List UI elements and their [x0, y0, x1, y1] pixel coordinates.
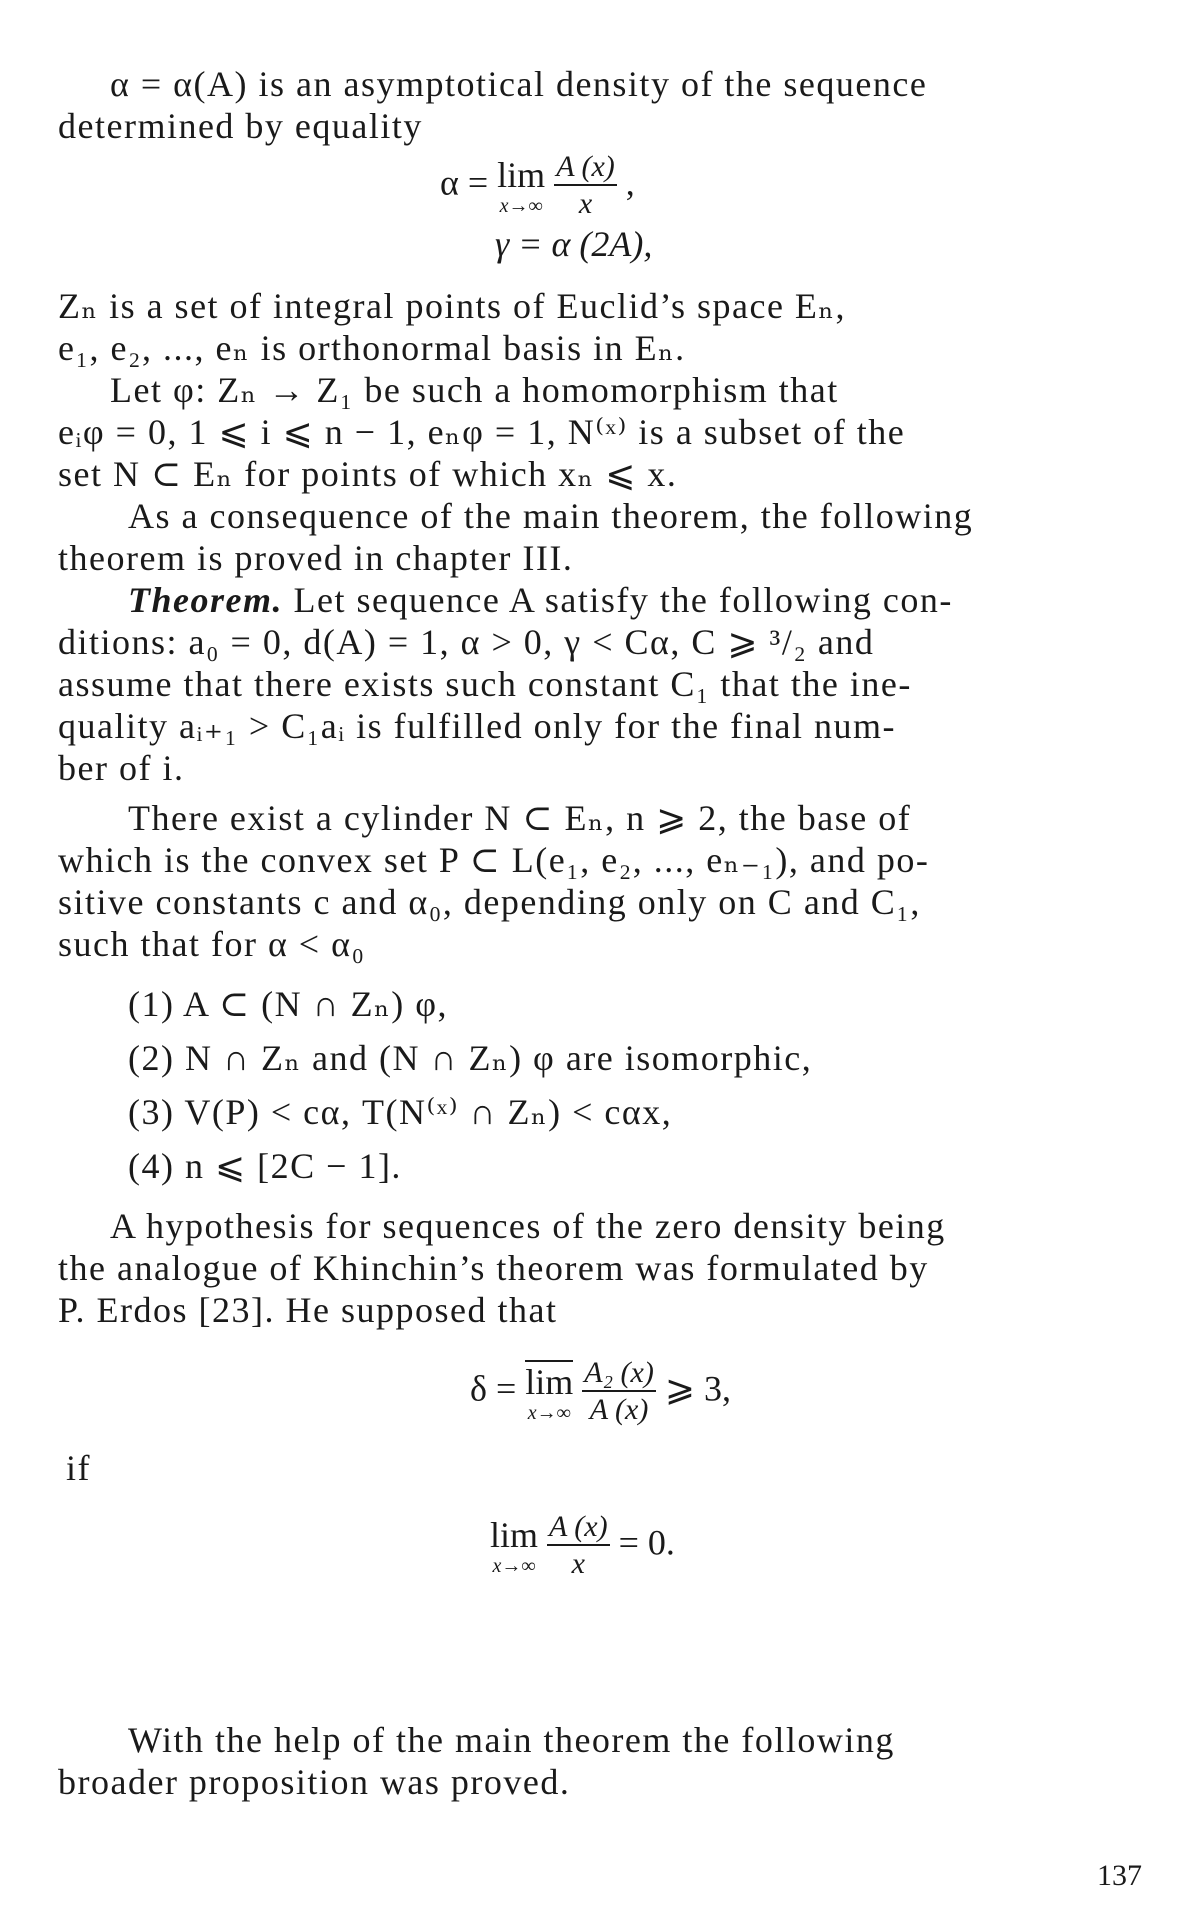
limit-subscript: x→∞	[499, 195, 543, 217]
equation-lhs: α =	[440, 162, 489, 203]
text-line: the analogue of Khinchin’s theorem was formulated by	[58, 1248, 929, 1288]
text-line: which is the convex set P ⊂ L(e₁, e₂, ..., eₙ₋₁), and po-	[58, 840, 930, 880]
equation-density	[440, 150, 635, 222]
fraction-numerator: A₂ (x)	[582, 1356, 656, 1392]
text-line: such that for α < α₀	[58, 924, 366, 964]
limit-label: lim	[497, 155, 546, 195]
condition-3: (3) V(P) < cα, T(N⁽ˣ⁾ ∩ Zₙ) < cαx,	[128, 1092, 673, 1132]
equation-tail: ⩾ 3,	[664, 1368, 732, 1409]
limit-operator	[490, 1515, 538, 1577]
fraction-denominator: x	[571, 1547, 585, 1580]
text-line: if	[66, 1448, 91, 1488]
limit-operator	[497, 155, 545, 217]
limit-subscript: x→∞	[492, 1555, 536, 1577]
theorem-line	[128, 578, 1200, 622]
theorem-text: Let sequence A satisfy the following con-	[293, 580, 953, 620]
equation-lhs: δ =	[470, 1368, 517, 1409]
equation-zero-density	[490, 1510, 675, 1582]
limit-operator	[525, 1360, 573, 1424]
fraction-numerator: A (x)	[547, 1510, 610, 1546]
condition-1: (1) A ⊂ (N ∩ Zₙ) φ,	[128, 984, 448, 1024]
fraction-denominator: x	[578, 187, 593, 220]
equation-tail: ,	[625, 162, 635, 203]
text-line: A hypothesis for sequences of the zero density being	[110, 1206, 946, 1246]
theorem-label: Theorem.	[128, 580, 283, 620]
text-line: quality aᵢ₊₁ > C₁aᵢ is fulfilled only for the final num-	[58, 706, 897, 746]
text-line: eᵢφ = 0, 1 ⩽ i ⩽ n − 1, eₙφ = 1, N⁽ˣ⁾ is a subset of the	[58, 412, 906, 452]
text-line: ditions: a₀ = 0, d(A) = 1, α > 0, γ < Cα, C ⩾ ³/₂ and	[58, 622, 875, 662]
fraction-denominator: A (x)	[589, 1393, 649, 1426]
text-line: P. Erdos [23]. He supposed that	[58, 1290, 558, 1330]
condition-4: (4) n ⩽ [2C − 1].	[128, 1146, 402, 1186]
text-line: set N ⊂ Eₙ for points of which xₙ ⩽ x.	[58, 454, 678, 494]
condition-2: (2) N ∩ Zₙ and (N ∩ Zₙ) φ are isomorphic,	[128, 1038, 813, 1078]
text-line: With the help of the main theorem the following	[128, 1720, 895, 1760]
text-line: theorem is proved in chapter III.	[58, 538, 574, 578]
fraction	[554, 150, 617, 222]
limit-subscript: x→∞	[527, 1402, 571, 1424]
text-line: α = α(A) is an asymptotical density of the sequence	[110, 64, 928, 104]
text-line: ber of i.	[58, 748, 185, 788]
text-line: As a consequence of the main theorem, the following	[128, 496, 974, 536]
fraction	[582, 1356, 656, 1428]
page-number: 137	[1097, 1859, 1142, 1892]
text-line: broader proposition was proved.	[58, 1762, 571, 1802]
limit-label: lim	[490, 1515, 539, 1555]
equation-delta	[470, 1356, 731, 1428]
equation-tail: = 0.	[618, 1522, 675, 1563]
text-line: e₁, e₂, ..., eₙ is orthonormal basis in Eₙ.	[58, 328, 686, 368]
text-line: determined by equality	[58, 106, 423, 146]
text-line: Let φ: Zₙ → Z₁ be such a homomorphism that	[110, 370, 839, 410]
fraction-numerator: A (x)	[554, 150, 617, 186]
text-line: There exist a cylinder N ⊂ Eₙ, n ⩾ 2, the base of	[128, 798, 912, 838]
equation-gamma: γ = α (2A),	[495, 224, 653, 264]
text-line: Zₙ is a set of integral points of Euclid’s space Eₙ,	[58, 286, 846, 326]
limit-label: lim	[525, 1362, 574, 1402]
text-line: sitive constants c and α₀, depending only on C and C₁,	[58, 882, 921, 922]
text-line: assume that there exists such constant C₁ that the ine-	[58, 664, 912, 704]
fraction	[547, 1510, 610, 1582]
